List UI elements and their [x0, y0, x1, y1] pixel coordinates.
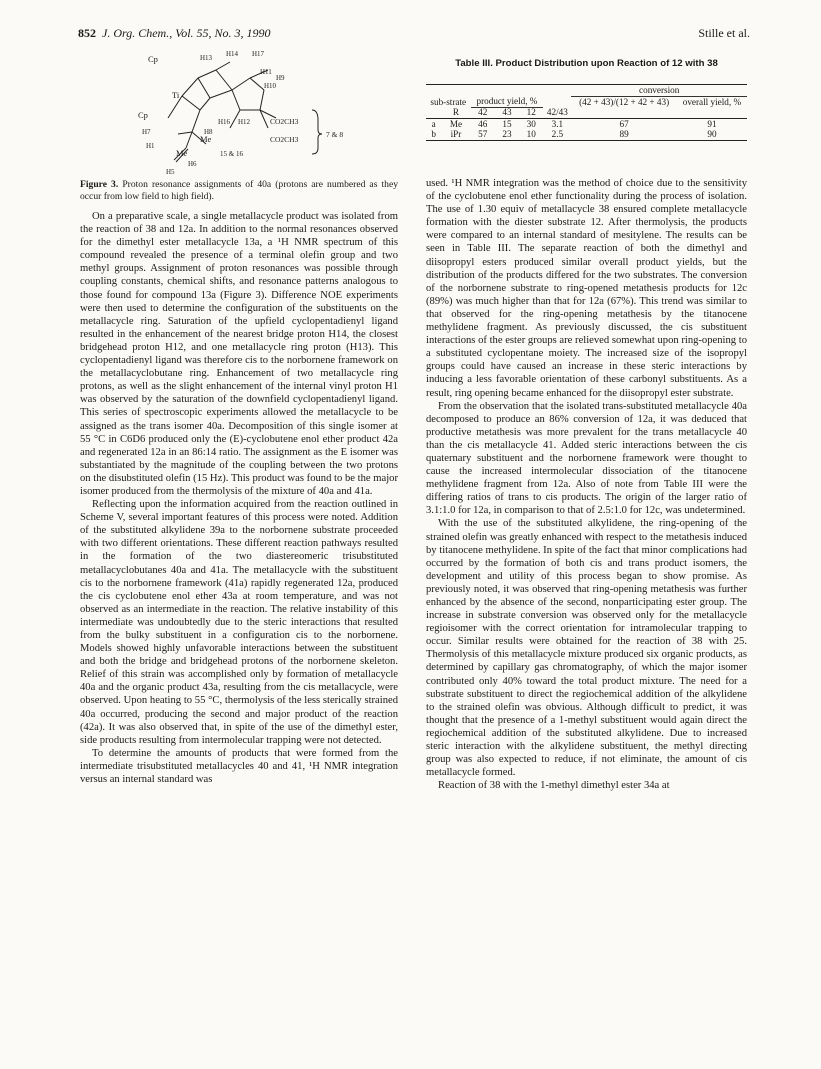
- cell-r: iPr: [450, 129, 462, 139]
- col-overall: overall yield, %: [682, 96, 742, 107]
- figure-3: [80, 48, 398, 176]
- figure-caption: [80, 179, 398, 202]
- cell-r: Me: [449, 118, 463, 129]
- fig-label-me1: Me: [200, 134, 212, 144]
- fig-label-h10: H10: [264, 82, 277, 90]
- col-conv-formula: (42 + 43)/(12 + 42 + 43): [579, 96, 670, 107]
- right-paragraph-3: With the use of the substituted alkylidene, the ring-opening of the strained olefin was greatly enhanced with respect to the metathesis induced by titanocene methylidene. In spite of the fact that minor complications had occurred by the formation of both cis and trans product isomers, the development and utility of this process began to show promise. As previously noted, it was observed that ring-opening metathesis was further enhanced by the absence of the second, nonparticipating ester group. The increase in substrate conversion was observed only for the metallacycle regioisomer with the correct orientation for intramolecular trapping to occur. Similar results were obtained for the reaction of 38 with 25. Thermolysis of this metallacycle mixture produced six organic products, as determined by capillary gas chromatography, of which the major isomer contributed only 40% toward the total product mixture. The need for a substrate substituent to direct the regiochemical addition of the alkylidene to the strained olefin was obvious. Although difficult to predict, it was thought that the presence of a 1-methyl substituent would again direct the regiochemical addition of the substituted alkylidene. Due to increased steric interaction with the alkylidene substituent, the methyl directing group was also expected to reduce, if not eliminate, the amount of cis metallacycle formed.: [426, 518, 747, 779]
- fig-label-co2ch3-b: CO2CH3: [270, 135, 299, 144]
- table-row: [426, 129, 747, 140]
- fig-label-h9: H9: [276, 74, 285, 82]
- header-authors: Stille et al.: [698, 26, 750, 40]
- fig-label-co2ch3-a: CO2CH3: [270, 117, 299, 126]
- fig-label-h11: H11: [260, 68, 272, 76]
- fig-label-h12: H12: [238, 118, 251, 126]
- fig-label-me2: Me: [176, 148, 188, 158]
- fig-label-h14: H14: [226, 50, 239, 58]
- col-42: 42: [471, 107, 495, 118]
- caption-text: Proton resonance assignments of 40a (protons are numbered as they occur from low field to high field).: [80, 179, 398, 202]
- table-title: Table III. Product Distribution upon Reaction of 12 with 38: [455, 58, 718, 69]
- cell-43: 23: [502, 129, 512, 139]
- cell-overall: 91: [707, 118, 717, 129]
- journal-citation: J. Org. Chem., Vol. 55, No. 3, 1990: [102, 26, 271, 40]
- col-ratio: 42/43: [543, 107, 571, 118]
- structure-drawing: [80, 48, 398, 176]
- cell-ratio: 2.5: [551, 129, 564, 139]
- cell-sub: b: [431, 129, 436, 139]
- page-header: [78, 26, 750, 42]
- caption-label: Figure 3.: [80, 179, 119, 190]
- cell-42: 46: [478, 118, 488, 129]
- fig-label-h17: H17: [252, 50, 265, 58]
- left-paragraph-2: Reflecting upon the information acquired from the reaction outlined in Scheme V, several important features of this process were noted. Addition of the substituted alkylidene 39a to the norbornene substrate proceeded with two different orientations. These different reaction pathways resulted in the formation of the two diastereomeric trisubstituted metallacyclobutanes 40a and 41a. The metallacycle with the substituent cis to the norbornene framework (41a) rapidly regenerated 12a, produced the cis cyclobutene enol ether 43a at room temperature, and was not observed as an intermediate in the reaction. The relative instability of this intermediate was undoubtedly due to the steric interactions that resulted from the bulky substituent in a configuration cis to the norbornene. Models showed highly unfavorable interactions between the substituent and both the bridge and bridgehead protons of the norbornene skeleton. Relief of this strain was accomplished only by formation of metallacycle 40a and the organic product 43a, resulting from the cis metallacycle, were observed. Upon heating to 55 °C, thermolysis of the less sterically strained 40a occurred, producing the second and major product of the reaction (42a). It was also observed that, in spite of the use of the dimethyl ester, side products resulting from intermolecular trapping were not detected.: [80, 499, 398, 746]
- fig-label-h5: H5: [166, 168, 175, 176]
- col-product-yield: product yield, %: [471, 96, 544, 107]
- cell-overall: 90: [707, 129, 717, 139]
- header-left: [78, 26, 271, 41]
- right-paragraph-2: From the observation that the isolated trans-substituted metallacycle 40a decomposed to produce an 86% conversion of 12a, it was deduced that productive metathesis was more prevalent for the trans metallacycle 40 than the cis metallacycle 41. Added steric interactions between the cis quaternary substituent and the norbornene framework were thought to cause the increased intermolecular dissociation of the titanocene methylidene fragment from 12a. Also of note from Table III were the differing ratios of trans to cis products. The origin of the larger ratio of 3.1:1.0 for 12a, in comparison to that of 2.5:1.0 for 12c, was undetermined.: [426, 400, 747, 517]
- fig-label-lower: 15 & 16: [220, 150, 243, 158]
- right-paragraph-4: Reaction of 38 with the 1-methyl dimethyl ester 34a at: [438, 780, 670, 792]
- fig-label-cp2: Cp: [138, 110, 148, 120]
- cell-sub: a: [431, 118, 436, 129]
- col-conversion: conversion: [571, 85, 747, 97]
- fig-label-h8: H8: [204, 128, 213, 136]
- fig-label-h16: H16: [218, 118, 231, 126]
- left-column: [80, 210, 398, 786]
- table-iii: [426, 84, 747, 141]
- fig-label-h1: H1: [146, 142, 155, 150]
- col-43: 43: [495, 107, 519, 118]
- fig-label-h6: H6: [188, 160, 197, 168]
- left-paragraph-3: To determine the amounts of products that were formed from the intermediate trisubstituted metallacycles 40 and 41, ¹H NMR integration versus an internal standard was: [80, 747, 398, 786]
- col-12: 12: [519, 107, 543, 118]
- right-column: [426, 177, 747, 792]
- cell-conv: 89: [619, 129, 629, 139]
- cell-12: 30: [526, 118, 536, 129]
- page-number: 852: [78, 26, 96, 40]
- col-substrate: sub-strate: [430, 96, 467, 107]
- cell-ratio: 3.1: [551, 118, 564, 129]
- right-paragraph-1: used. ¹H NMR integration was the method of choice due to the sensitivity of the cyclobutene enol ether functionality during the process of isolation. The use of 1.30 equiv of metallacycle 38 ensured complete metallacycle formation with the diester substrate 12. After thermolysis, the products were compared to an internal standard of mesitylene. The results can be seen in Table III. The separate reaction of both the dimethyl and diisopropyl esters produced similar overall product yields, but the distribution of the products differed for the two substrates. The conversion of the norbornene substrate to ring-opened metathesis products for 12c (89%) was much higher than that for 12a (67%). This trend was similar to that observed for the ring-opening metathesis by the titanocene methylidene fragment. As previously discussed, the cis substituent interactions of the ester groups are relieved somewhat upon ring-opening to a substituted cyclopentane moiety. The increased size of the isopropyl groups could have caused an increase in these steric interactions by inducing a less favorable orientation of these carbonyl substituents. As a result, ring opening became enhanced for the diisopropyl ester substrate.: [426, 178, 747, 399]
- fig-label-cp1: Cp: [148, 54, 158, 64]
- fig-label-bracket: 7 & 8: [326, 130, 344, 139]
- cell-conv: 67: [619, 118, 629, 129]
- fig-label-h7: H7: [142, 128, 151, 136]
- table-row: [426, 118, 747, 129]
- fig-label-ti: Ti: [172, 90, 180, 100]
- fig-label-h13: H13: [200, 54, 213, 62]
- cell-43: 15: [502, 118, 512, 129]
- col-r: R: [441, 107, 470, 118]
- cell-42: 57: [478, 129, 488, 139]
- left-paragraph-1: On a preparative scale, a single metallacycle product was isolated from the reaction of 38 and 12a. In addition to the normal resonances observed for the dimethyl ester metallacycle 13a, a ¹H NMR spectrum of this compound revealed the presence of a terminal olefin group and two methyl groups. Assignment of proton resonances was possible through coupling constants, chemical shifts, and resonance patterns analogous to those found for compound 13a (Figure 3). Difference NOE experiments were then used to determine the configuration of the substituents on the metallacycle ring. Saturation of the upfield cyclopentadienyl ligand resulted in the enhancement of the nearest bridge proton H14, the closest bridgehead proton H12, and one metallacycle ring proton (H13). This cyclopentadienyl ligand was therefore cis to the norbornene framework on the metallacyclobutane ring. Enhancement of two metallacycle ring protons, as well as the slight enhancement of the internal vinyl proton H1 was observed by the saturation of the downfield cyclopentadienyl ligand. This series of spectroscopic experiments allowed the metallacycle to be assigned as the trans isomer 40a. Decomposition of this single isomer at 55 °C in C6D6 produced only the (E)-cyclobutene enol ether product 42a and regenerated 12a in an 86:14 ratio. The assignment as the E isomer was substantiated by the magnitude of the coupling between the two protons on the disubstituted olefin (15 Hz). This product was found to be the major isomer produced from the thermolysis of the mixture of 40a and 41a.: [80, 211, 398, 497]
- cell-12: 10: [526, 129, 536, 139]
